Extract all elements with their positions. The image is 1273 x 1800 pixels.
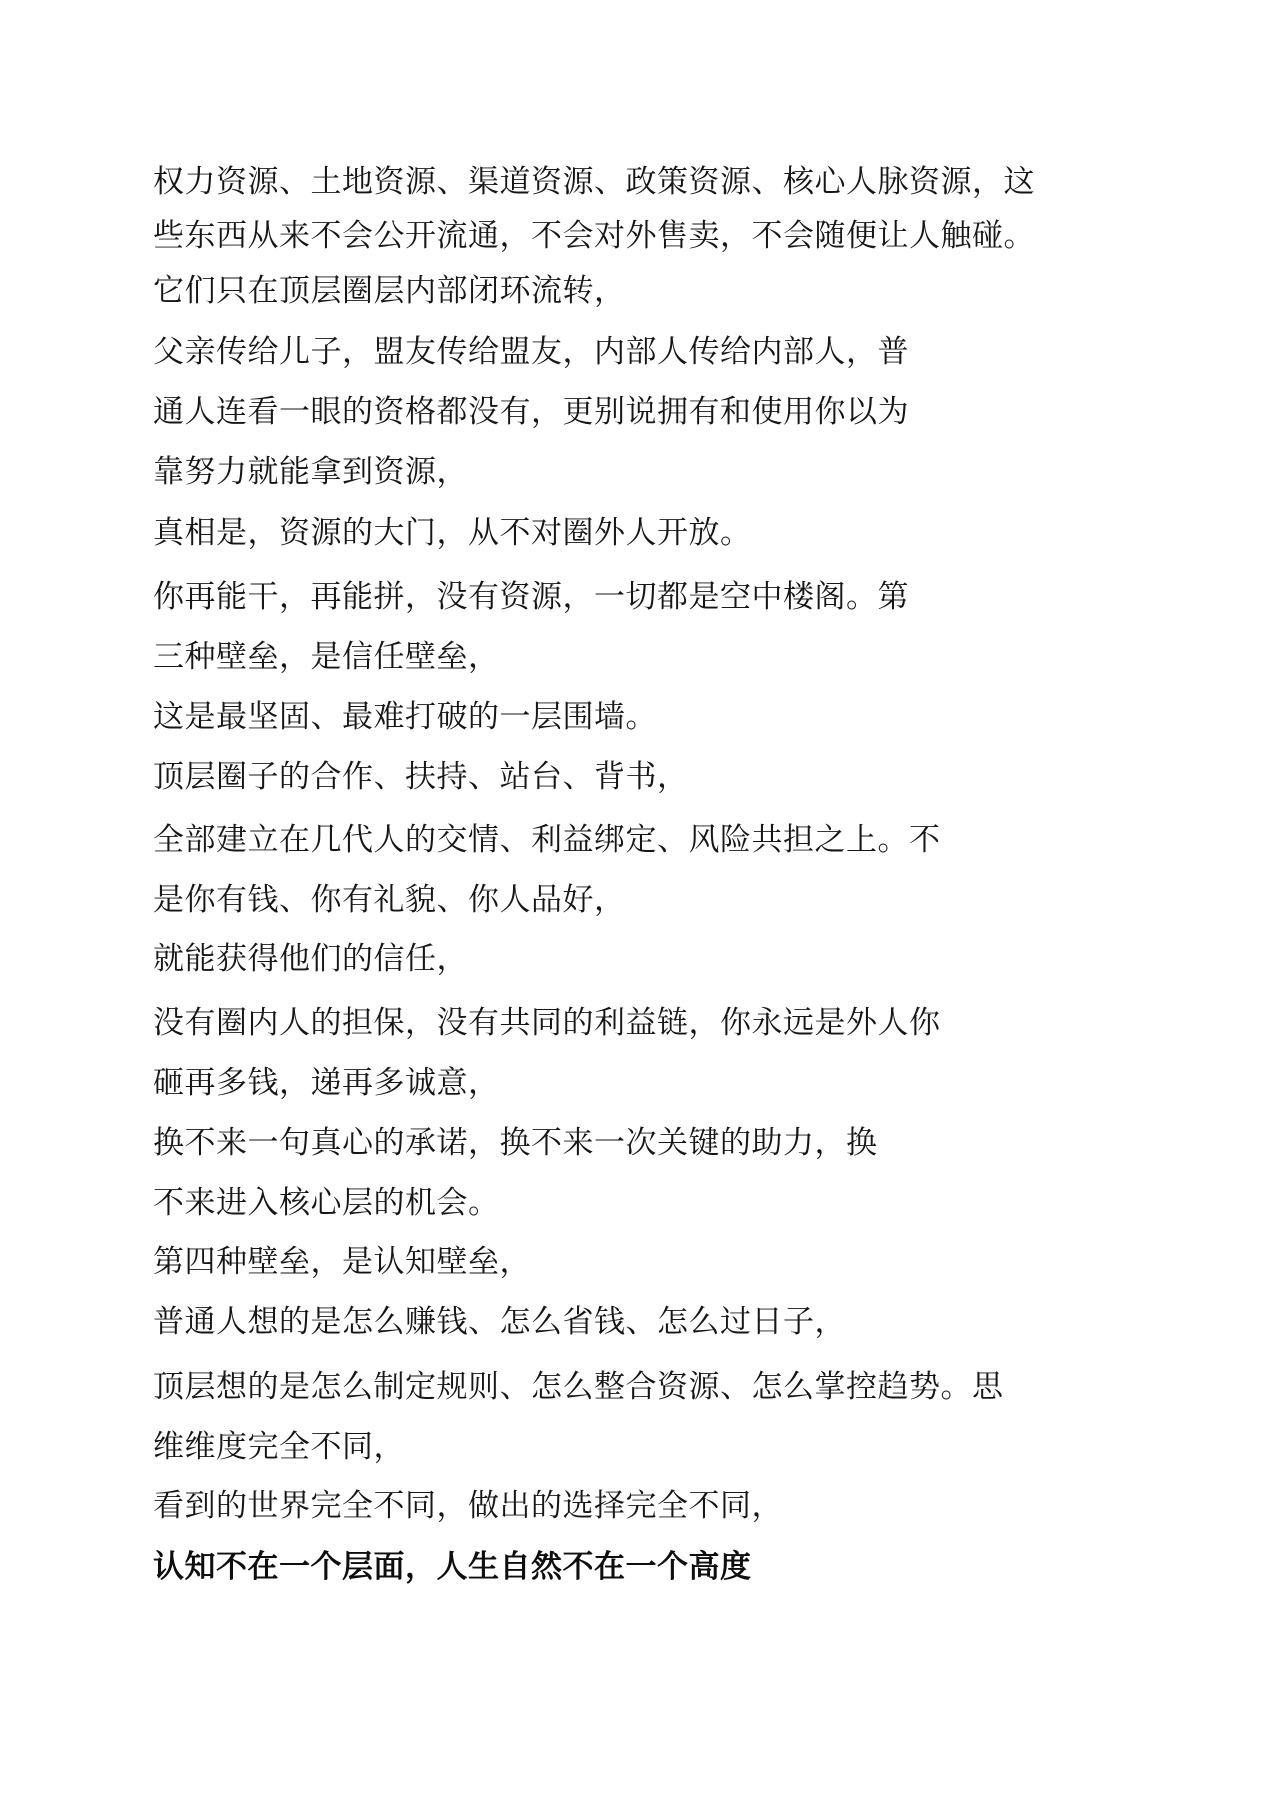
text-line: 普通人想的是怎么赚钱、怎么省钱、怎么过日子， [153,1304,846,1340]
text-line: 靠努力就能拿到资源， [153,454,468,490]
text-line: 真相是，资源的大门，从不对圈外人开放。 [153,515,752,551]
text-line: 些东西从来不会公开流通，不会对外售卖，不会随便让人触碰。 [153,218,1035,254]
text-line: 换不来一句真心的承诺，换不来一次关键的助力，换 [153,1125,878,1161]
text-line: 砸再多钱，递再多诚意， [153,1065,500,1101]
text-line: 父亲传给儿子，盟友传给盟友，内部人传给内部人，普 [153,334,909,370]
text-line: 顶层想的是怎么制定规则、怎么整合资源、怎么掌控趋势。思 [153,1369,1004,1405]
text-line: 通人连看一眼的资格都没有，更别说拥有和使用你以为 [153,394,909,430]
text-line: 就能获得他们的信任， [153,941,468,977]
text-line: 看到的世界完全不同，做出的选择完全不同， [153,1488,783,1524]
text-line: 第四种壁垒，是认知壁垒， [153,1244,531,1280]
text-line: 是你有钱、你有礼貌、你人品好， [153,882,626,918]
text-line: 没有圈内人的担保，没有共同的利益链，你永远是外人你 [153,1005,941,1041]
text-line: 权力资源、土地资源、渠道资源、政策资源、核心人脉资源，这 [153,164,1035,200]
text-line: 全部建立在几代人的交情、利益绑定、风险共担之上。不 [153,822,941,858]
text-line: 维维度完全不同， [153,1429,405,1465]
text-line: 你再能干，再能拼，没有资源，一切都是空中楼阁。第 [153,579,909,615]
text-line: 三种壁垒，是信任壁垒， [153,639,500,675]
text-line: 它们只在顶层圈层内部闭环流转， [153,273,626,309]
closing-line: 认知不在一个层面，人生自然不在一个高度 [153,1549,752,1585]
text-line: 不来进入核心层的机会。 [153,1185,500,1221]
text-line: 顶层圈子的合作、扶持、站台、背书， [153,759,689,795]
text-line: 这是最坚固、最难打破的一层围墙。 [153,699,657,735]
